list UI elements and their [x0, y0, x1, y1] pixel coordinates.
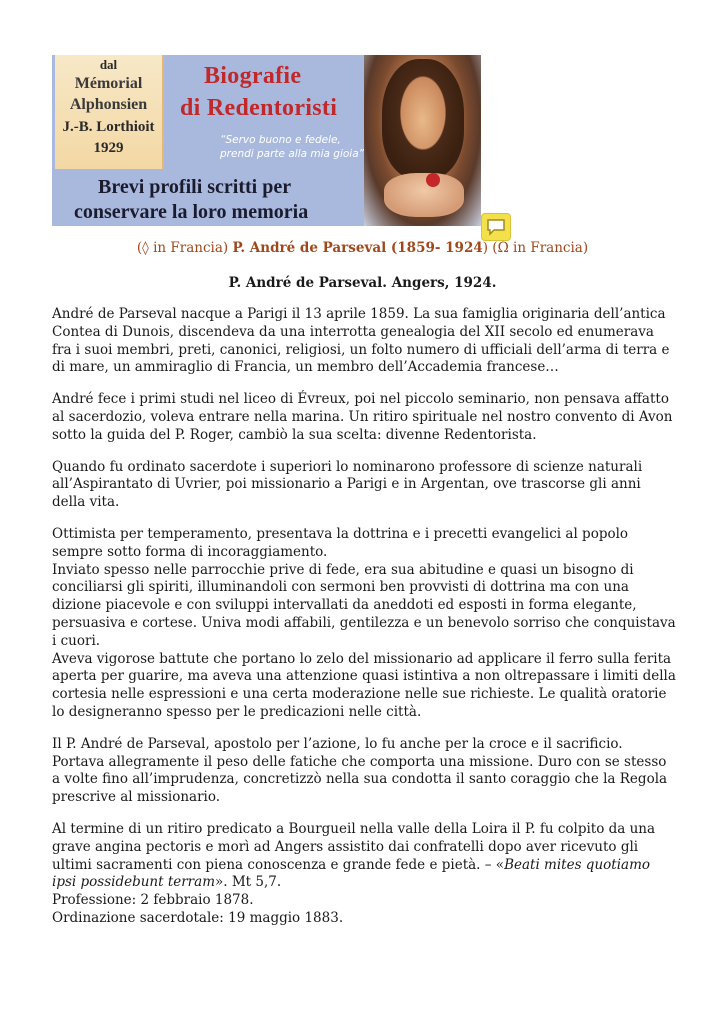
jesus-portrait-image — [364, 55, 481, 226]
banner-subtitle-line1: Brevi profili scritti per — [98, 176, 292, 198]
paragraph-1: André de Parseval nacque a Parigi il 13 aprile 1859. La sua famiglia originaria dell’antica Contea di Dunois, discendeva da una interrotta genealogia del XII secolo ed enumerava fra i suoi membri, preti, canonici, religiosi, un folto numero di ufficiali dell’arma di terra e di mare, un ammiraglio di Francia, un membro dell’Accademia francese… — [52, 306, 670, 376]
source-label-box — [55, 55, 164, 169]
paragraph-6 — [52, 821, 677, 928]
article-body — [52, 306, 677, 942]
portrait-heart — [426, 173, 440, 187]
banner-alphonsien: Alphonsien — [69, 96, 148, 113]
banner-title-line2: di Redentoristi — [180, 95, 338, 121]
paragraph-5: Il P. André de Parseval, apostolo per l’azione, lo fu anche per la croce e il sacrificio. Portava allegramente il peso delle fatiche che comporta una missione. Duro con se stesso a volte fino all’imprudenza, concretizzò nella sua condotta il santo coraggio che la Regola prescrive al missionario. — [52, 735, 668, 806]
ordination-date: Ordinazione sacerdotale: 19 maggio 1883. — [52, 909, 344, 926]
banner-subtitle-line2: conservare la loro memoria — [74, 201, 309, 223]
paragraph-6-text: Al termine di un ritiro predicato a Bourgueil nella valle della Loira il P. fu colpito da una grave angina pectoris e morì ad Angers assistito dai confratelli dopo aver ricevuto gli ultimi sacramenti con piena conoscenza e grande fede e pietà. – « — [52, 820, 656, 873]
banner-year: 1929 — [93, 140, 124, 156]
banner-quote: “Servo buono e fedele, prendi parte alla mia gioia” — [220, 134, 365, 160]
subject-name-dates: P. André de Parseval (1859- 1924 — [232, 240, 483, 256]
banner-dal: dal — [99, 57, 118, 72]
banner-memorial: Mémorial — [74, 75, 143, 92]
profession-date: Professione: 2 febbraio 1878. — [52, 892, 254, 909]
paragraph-4c: Aveva vigorose battute che portano lo zelo del missionario ad applicare il ferro sulla ferita aperta per guarire, ma aveva una attenzione quasi istintiva a non oltrepassare i limiti della cortesia nelle espressioni e una certa moderazione nelle sue richieste. Le qualità oratorie lo designeranno spesso per le predicazioni nelle città. — [52, 650, 676, 720]
death-place: ) (Ω in Francia) — [482, 240, 589, 256]
banner-author: J.-B. Lorthioit — [62, 119, 155, 135]
comment-bubble-icon[interactable] — [481, 213, 511, 241]
banner-title-line1: Biografie — [204, 63, 302, 89]
header-banner — [52, 55, 481, 226]
portrait-hand — [384, 173, 464, 217]
paragraph-3: Quando fu ordinato sacerdote i superiori lo nominarono professore di scienze naturali all’Aspirantato di Uvrier, poi missionario a Parigi e in Argentan, ove trascorse gli anni della vita. — [52, 458, 643, 511]
paragraph-4 — [52, 526, 677, 722]
paragraph-6-citation: ». Mt 5,7. — [215, 874, 282, 891]
beatitude-quote: Beati mites quotiamo ipsi possidebunt terram — [52, 856, 650, 891]
life-dates-line — [0, 240, 725, 256]
portrait-hair — [382, 59, 464, 179]
paragraph-4a: Ottimista per temperamento, presentava la dottrina e i precetti evangelici al popolo sempre sotto forma di incoraggiamento. — [52, 525, 629, 560]
paragraph-4b: Inviato spesso nelle parrocchie prive di fede, era sua abitudine e quasi un bisogno di conciliarsi gli spiriti, illuminandoli con sermoni ben provvisti di dottrina ma con una dizione piacevole e con sviluppi intervallati da aneddoti ed esposti in forma elegante, persuasiva e cortese. Univa modi affabili, gentilezza e un benevolo sorriso che conquistava i cuori. — [52, 561, 676, 649]
article-heading: P. André de Parseval. Angers, 1924. — [228, 275, 497, 291]
paragraph-2: André fece i primi studi nel liceo di Évreux, poi nel piccolo seminario, non pensava affatto al sacerdozio, voleva entrare nella marina. Un ritiro spirituale nel nostro convento di Avon sotto la guida del P. Roger, cambiò la sua scelta: divenne Redentorista. — [52, 391, 673, 443]
birth-place: (◊ in Francia) — [136, 240, 233, 256]
